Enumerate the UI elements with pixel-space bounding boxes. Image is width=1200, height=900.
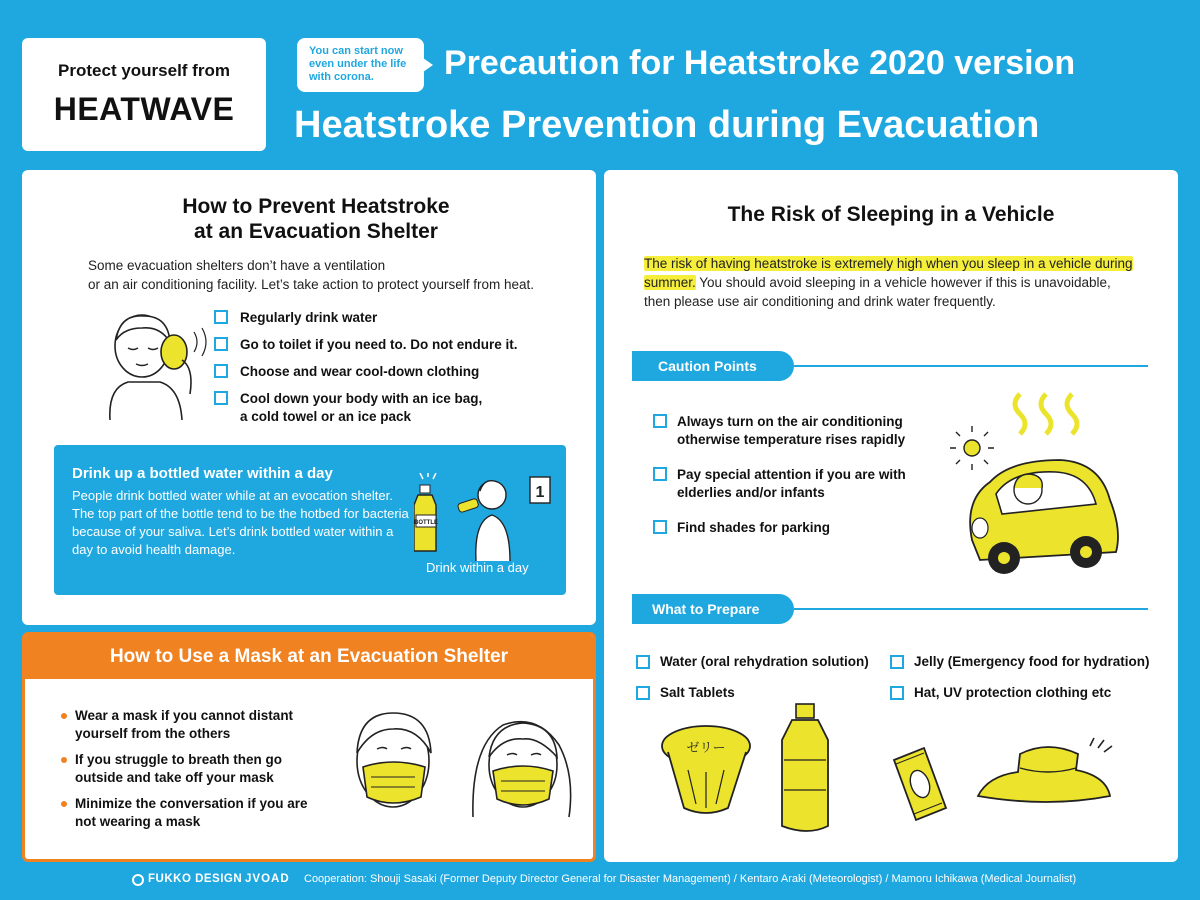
checkbox-icon[interactable] [653, 467, 667, 481]
fukko-design-logo: FUKKO DESIGN [148, 873, 243, 885]
checkbox-icon[interactable] [214, 337, 228, 351]
drink-callout [54, 445, 566, 595]
divider [794, 608, 1148, 610]
checklist-item[interactable]: Always turn on the air conditioning otherwise temperature rises rapidly [653, 413, 933, 449]
hot-car-illustration [950, 390, 1130, 580]
checkbox-icon[interactable] [214, 310, 228, 324]
checkbox-icon[interactable] [653, 520, 667, 534]
brand-box [22, 38, 266, 151]
brand-title: HEATWAVE [53, 91, 235, 127]
footer [0, 872, 1200, 890]
checkbox-icon[interactable] [636, 655, 650, 669]
checkbox-icon[interactable] [890, 655, 904, 669]
mask-bullet: Minimize the conversation if you are not wearing a mask [61, 795, 321, 831]
woman-ice-pack-illustration [90, 308, 222, 420]
checklist-item[interactable]: Hat, UV protection clothing etc [890, 685, 1111, 700]
checklist-item[interactable]: Jelly (Emergency food for hydration) [890, 654, 1150, 669]
checklist-item[interactable]: Salt Tablets [636, 685, 735, 700]
vehicle-panel [604, 170, 1178, 862]
bottle-label: BOTTLE [414, 520, 438, 526]
bottle-drinking-illustration [414, 473, 554, 561]
checklist-item[interactable]: Choose and wear cool-down clothing [214, 363, 594, 381]
checkbox-icon[interactable] [653, 414, 667, 428]
checkbox-icon[interactable] [214, 391, 228, 405]
sun-hat-icon [978, 738, 1112, 802]
checklist-item[interactable]: Find shades for parking [653, 519, 933, 537]
highlight-text: The risk of having heatstroke is extremely high when you sleep in a vehicle during [644, 256, 1133, 271]
checkbox-icon[interactable] [214, 364, 228, 378]
speech-bubble: You can start now even under the life with corona. [297, 38, 424, 92]
shelter-intro-line2: or an air conditioning facility. Let’s take action to protect yourself from heat. [88, 277, 534, 292]
masked-girl-icon [473, 722, 571, 817]
checklist-item[interactable]: Pay special attention if you are with elderlies and/or infants [653, 466, 933, 502]
mask-title: How to Use a Mask at an Evacuation Shelter [25, 635, 593, 679]
checklist-item[interactable]: Water (oral rehydration solution) [636, 654, 869, 669]
vehicle-title: The Risk of Sleeping in a Vehicle [727, 203, 1055, 226]
brand-subtitle: Protect yourself from [58, 61, 230, 80]
jelly-label: ゼリー [686, 741, 726, 756]
caution-checklist [653, 413, 933, 537]
what-to-prepare-label: What to Prepare [632, 594, 794, 624]
jelly-cup-icon [662, 726, 750, 813]
salt-tablets-icon [894, 748, 946, 820]
checkbox-icon[interactable] [636, 686, 650, 700]
shelter-panel [22, 170, 596, 625]
shelter-title [22, 194, 610, 244]
page-title-top: Precaution for Heatstroke 2020 version [444, 44, 1076, 82]
masked-boy-icon [357, 713, 431, 807]
masked-people-illustration [343, 705, 583, 825]
shelter-intro [88, 256, 588, 294]
checklist-item[interactable]: Cool down your body with an ice bag, a cold towel or an ice pack [214, 390, 594, 426]
mask-bullets [61, 707, 321, 839]
mask-bullet: Wear a mask if you cannot distant yourself from the others [61, 707, 321, 743]
shelter-intro-line1: Some evacuation shelters don’t have a ventilation [88, 258, 386, 273]
checklist-item[interactable]: Go to toilet if you need to. Do not endure it. [214, 336, 594, 354]
vehicle-intro: The risk of having heatstroke is extremely high when you sleep in a vehicle during summer. You should avoid sleeping in a vehicle however if this is unavoidable, then please use air conditioning and drink water frequently. [644, 256, 1133, 309]
shelter-title-line1: How to Prevent Heatstroke [182, 195, 450, 218]
drink-heading: Drink up a bottled water within a day [72, 465, 333, 482]
divider [794, 365, 1148, 367]
highlight-text: summer. [644, 275, 696, 290]
fukko-logo-icon [132, 874, 144, 886]
checkbox-icon[interactable] [890, 686, 904, 700]
water-bottle-icon [782, 704, 828, 831]
jvoad-logo: JVOAD [245, 873, 290, 885]
mask-panel [22, 632, 596, 862]
checklist-item[interactable]: Regularly drink water [214, 309, 594, 327]
shelter-checklist [214, 309, 594, 426]
drink-body: People drink bottled water while at an evocation shelter. The top part of the bottle tend to be the hotbed for bacteria because of your saliva. Let’s drink bottled water within a day to avoid health damage. [72, 488, 409, 557]
footer-credits: Cooperation: Shouji Sasaki (Former Deputy Director General for Disaster Management) / Kentaro Araki (Meteorologist) / Mamoru Ichikawa (Medical Journalist) [304, 873, 1077, 885]
calendar-number: 1 [535, 484, 545, 501]
caution-points-label: Caution Points [632, 351, 794, 381]
page-title-main: Heatstroke Prevention during Evacuation [294, 104, 1040, 146]
mask-bullet: If you struggle to breath then go outside and take off your mask [61, 751, 321, 787]
shelter-title-line2: at an Evacuation Shelter [194, 220, 438, 243]
drink-caption: Drink within a day [426, 560, 529, 575]
preparation-items-illustration [658, 700, 1128, 840]
